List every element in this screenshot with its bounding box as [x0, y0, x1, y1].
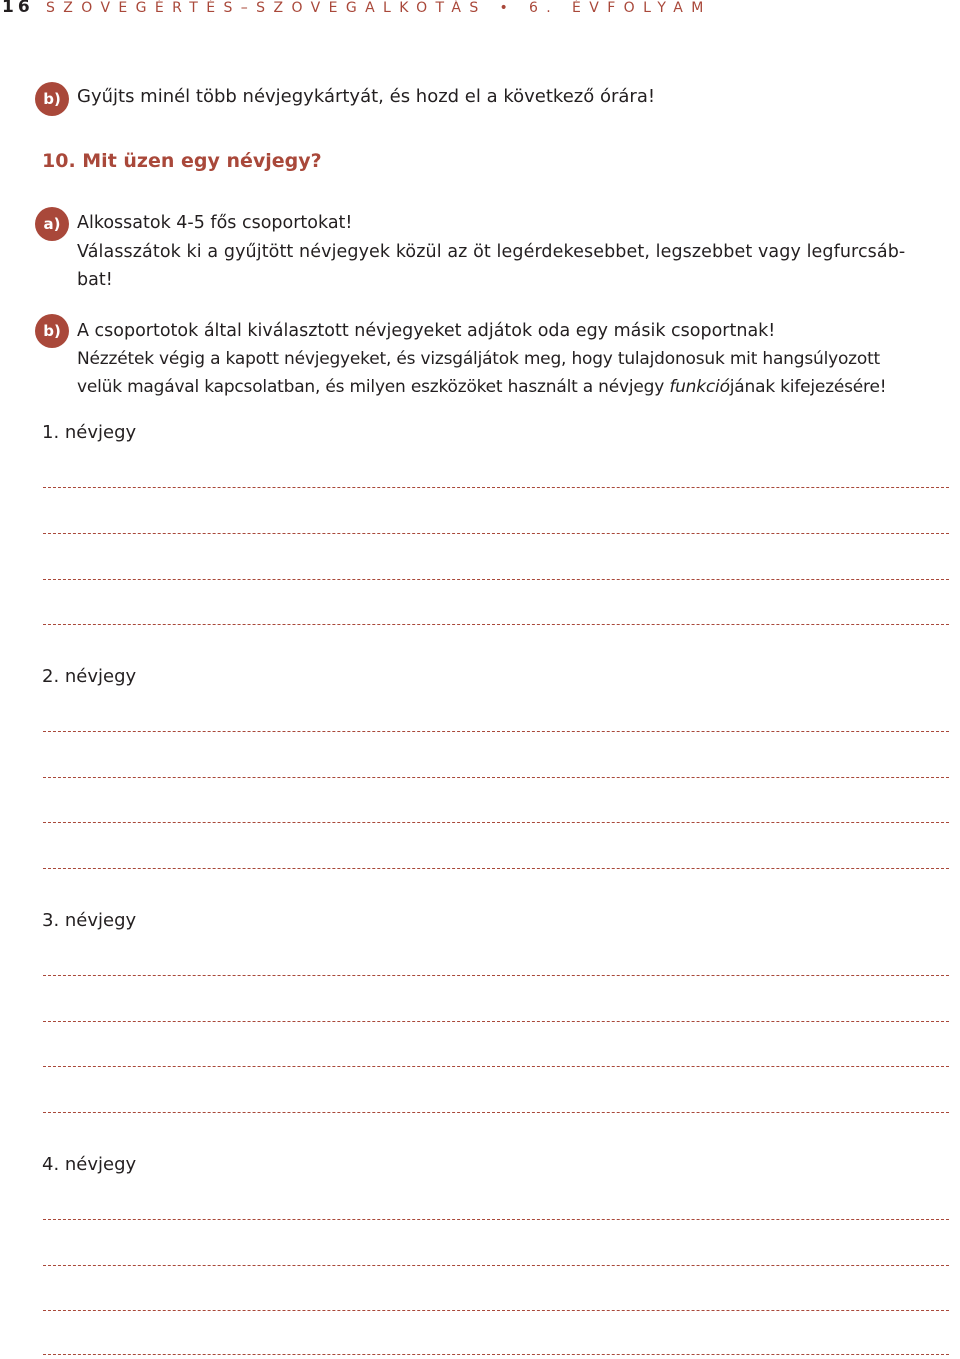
card-4-label: 4. névjegy	[42, 1154, 137, 1175]
task-marker-b-prev: b)	[35, 82, 69, 116]
answer-line[interactable]	[43, 1265, 949, 1266]
answer-line[interactable]	[43, 975, 949, 976]
task-b-line-3-italic: funkció	[669, 377, 730, 397]
task-marker-b: b)	[35, 314, 69, 348]
task-title: 10. Mit üzen egy névjegy?	[42, 150, 322, 172]
task-marker-a: a)	[35, 207, 69, 241]
answer-line[interactable]	[43, 822, 949, 823]
answer-line[interactable]	[43, 1354, 949, 1355]
answer-line[interactable]	[43, 624, 949, 625]
answer-line[interactable]	[43, 868, 949, 869]
task-b-line-2: Nézzétek végig a kapott névjegyeket, és vizsgáljátok meg, hogy tulajdonosuk mit hangsúlyozott	[77, 349, 881, 369]
task-a-line-2: Válasszátok ki a gyűjtött névjegyek közül az öt legérdekesebbet, legszebbet vagy legfurcsáb-	[77, 242, 906, 262]
answer-line[interactable]	[43, 1066, 949, 1067]
card-1-label: 1. névjegy	[42, 422, 137, 443]
answer-line[interactable]	[43, 1112, 949, 1113]
task-b-line-3-before: velük magával kapcsolatban, és milyen eszközöket használt a névjegy	[77, 377, 670, 397]
running-title: SZÖVEGÉRTÉS–SZÖVEGALKOTÁS • 6. ÉVFOLYAM	[46, 0, 712, 16]
answer-line[interactable]	[43, 579, 949, 580]
answer-line[interactable]	[43, 1219, 949, 1220]
task-b-line-3-after: jának kifejezésére!	[729, 377, 887, 397]
task-a-line-3: bat!	[77, 270, 113, 290]
card-3-label: 3. névjegy	[42, 910, 137, 931]
answer-line[interactable]	[43, 1310, 949, 1311]
task-b-prev-text: Gyűjts minél több névjegykártyát, és hozd el a következő órára!	[77, 86, 656, 107]
answer-line[interactable]	[43, 533, 949, 534]
task-a-line-1: Alkossatok 4-5 fős csoportokat!	[77, 213, 353, 233]
page-number: 16	[2, 0, 34, 17]
task-b-line-3	[77, 376, 886, 398]
answer-line[interactable]	[43, 1021, 949, 1022]
answer-line[interactable]	[43, 777, 949, 778]
answer-line[interactable]	[43, 731, 949, 732]
task-b-line-1: A csoportotok által kiválasztott névjegyeket adjátok oda egy másik csoportnak!	[77, 321, 776, 341]
card-2-label: 2. névjegy	[42, 666, 137, 687]
answer-line[interactable]	[43, 487, 949, 488]
